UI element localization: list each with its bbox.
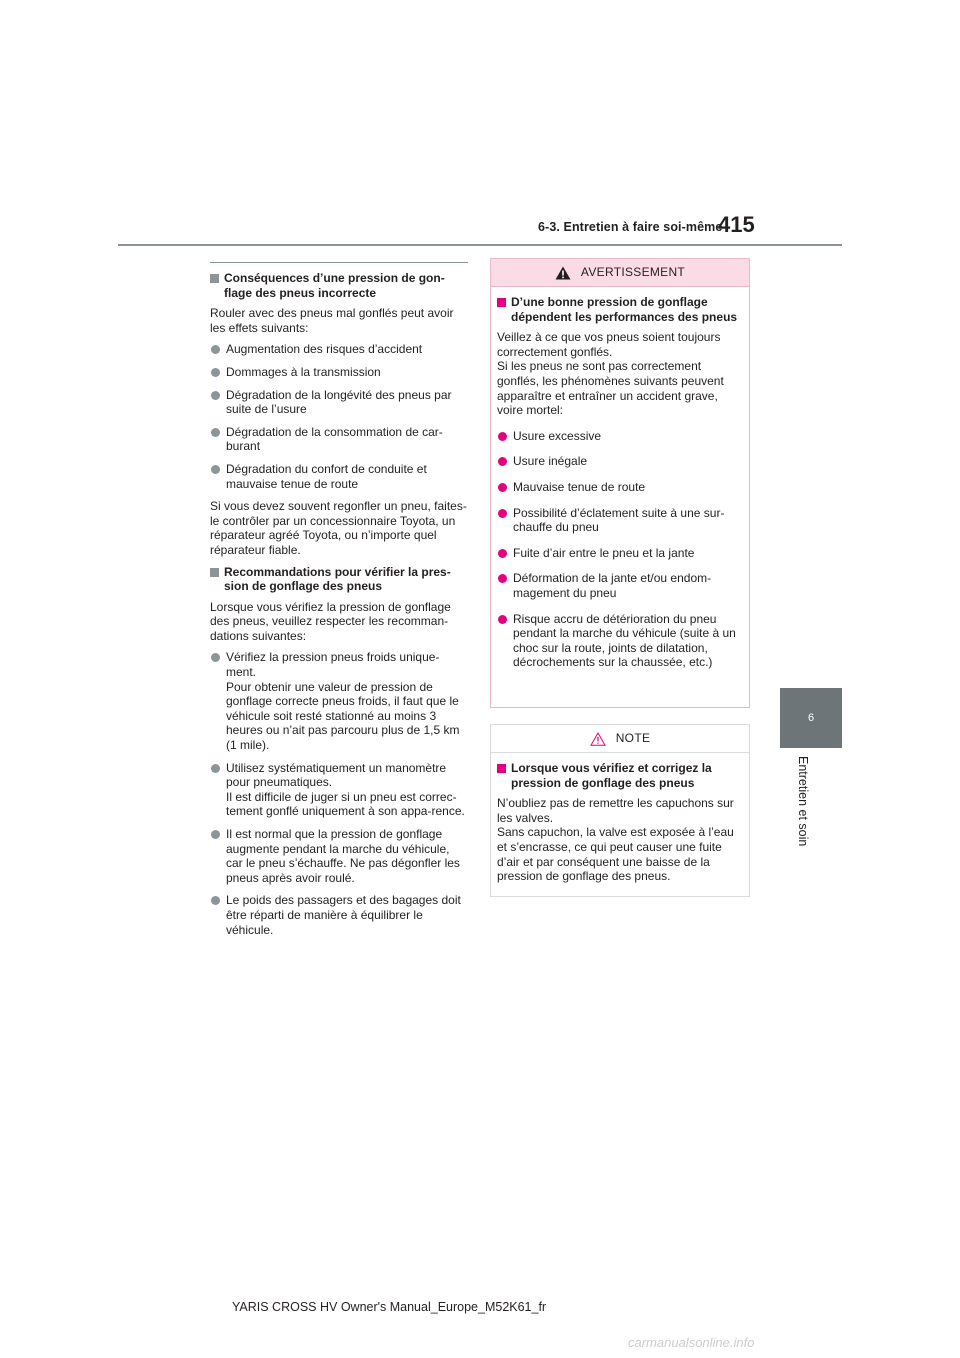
square-bullet-icon <box>497 298 506 307</box>
note-heading: Lorsque vous vérifiez et corrigez la pression de gonflage des pneus <box>497 761 743 790</box>
warning-box <box>490 258 750 708</box>
list-item: Augmentation des risques d’accident <box>210 342 468 357</box>
list-item: Utilisez systématiquement un manomètre pour pneumatiques. Il est difficile de juger si un pneu est correc-tement gonflé uniquement à son appa-rence. <box>210 761 468 819</box>
chapter-tab[interactable] <box>780 688 842 748</box>
heading-recommendations: Recommandations pour vérifier la pres-sion de gonflage des pneus <box>210 565 468 594</box>
list-item: Déformation de la jante et/ou endom-magement du pneu <box>497 571 743 600</box>
warning-header <box>491 259 749 287</box>
left-column <box>210 262 468 945</box>
page-number: 415 <box>718 212 755 237</box>
note-title: NOTE <box>615 731 651 746</box>
square-bullet-icon <box>210 568 219 577</box>
square-bullet-icon <box>497 764 506 773</box>
list-item: Fuite d’air entre le pneu et la jante <box>497 546 743 561</box>
list-item: Usure excessive <box>497 429 743 444</box>
paragraph: N’oubliez pas de remettre les capuchons sur les valves. Sans capuchon, la valve est exposée à l’eau et s’encrasse, ce qui peut causer une fuite d’air et par conséquent une baisse de la pression de gonflage des pneus. <box>497 796 734 884</box>
bullet-dot-icon <box>211 653 220 662</box>
bullet-dot-icon <box>498 457 507 466</box>
bullet-dot-icon <box>498 574 507 583</box>
warning-triangle-icon <box>555 266 571 280</box>
note-box <box>490 724 750 897</box>
list-item: Usure inégale <box>497 454 743 469</box>
header-divider <box>118 244 842 246</box>
footer-manual-id: YARIS CROSS HV Owner's Manual_Europe_M52K61_fr <box>232 1300 547 1314</box>
column-top-rule <box>210 262 468 263</box>
section-title: 6-3. Entretien à faire soi-même <box>538 220 723 234</box>
heading-incorrect-pressure: Conséquences d’une pression de gon-flage des pneus incorrecte <box>210 271 468 300</box>
note-header <box>491 725 749 753</box>
paragraph: Lorsque vous vérifiez la pression de gonflage des pneus, veuillez respecter les recomman-dations suivantes: <box>210 599 451 643</box>
watermark: carmanualsonline.info <box>628 1335 755 1350</box>
bullet-dot-icon <box>211 391 220 400</box>
list-item: Dommages à la transmission <box>210 365 468 380</box>
list-item: Dégradation de la longévité des pneus par suite de l’usure <box>210 388 468 417</box>
bullet-dot-icon <box>498 549 507 558</box>
bullet-dot-icon <box>211 764 220 773</box>
list-item: Vérifiez la pression pneus froids unique-ment. Pour obtenir une valeur de pression de gonflage correcte pneus froids, il faut que le véhicule soit resté stationné au moins 3 heures ou n’ait pas parcouru plus de 1,5 km (1 mile). <box>210 650 468 752</box>
list-item: Dégradation du confort de conduite et mauvaise tenue de route <box>210 462 468 491</box>
paragraph: Rouler avec des pneus mal gonflés peut avoir les effets suivants: <box>210 306 454 335</box>
bullet-dot-icon <box>211 465 220 474</box>
list-item: Mauvaise tenue de route <box>497 480 743 495</box>
bullet-dot-icon <box>498 509 507 518</box>
bullet-dot-icon <box>211 368 220 377</box>
list-item: Il est normal que la pression de gonflage augmente pendant la marche du véhicule, car le pneu s’échauffe. Ne pas dégonfler les pneus après avoir roulé. <box>210 827 468 885</box>
chapter-number: 6 <box>807 712 815 724</box>
bullet-dot-icon <box>498 483 507 492</box>
warning-body <box>491 287 749 670</box>
bullet-dot-icon <box>211 896 220 905</box>
paragraph: Si vous devez souvent regonfler un pneu, faites-le contrôler par un concessionnaire Toyota, un réparateur agréé Toyota, ou n’importe quel réparateur fiable. <box>210 499 467 557</box>
bullet-dot-icon <box>498 432 507 441</box>
bullet-dot-icon <box>498 615 507 624</box>
list-item: Le poids des passagers et des bagages doit être réparti de manière à équilibrer le véhicule. <box>210 893 468 937</box>
warning-heading: D’une bonne pression de gonflage dépendent les performances des pneus <box>497 295 743 324</box>
bullet-dot-icon <box>211 345 220 354</box>
list-item: Dégradation de la consommation de car-burant <box>210 425 468 454</box>
list-item: Risque accru de détérioration du pneu pendant la marche du véhicule (suite à un choc sur la route, joints de dilatation, décrochements sur la chaussée, etc.) <box>497 612 743 670</box>
bullet-dot-icon <box>211 428 220 437</box>
square-bullet-icon <box>210 274 219 283</box>
paragraph: Veillez à ce que vos pneus soient toujours correctement gonflés. Si les pneus ne sont pas correctement gonflés, les phénomènes suivants peuvent apparaître et entraîner un accident grave, voire mortel: <box>497 330 724 418</box>
chapter-label: Entretien et soin <box>796 756 810 847</box>
note-body <box>491 753 749 884</box>
caution-triangle-icon <box>590 732 606 746</box>
warning-title: AVERTISSEMENT <box>580 265 686 280</box>
bullet-dot-icon <box>211 830 220 839</box>
list-item: Possibilité d’éclatement suite à une sur-chauffe du pneu <box>497 506 743 535</box>
